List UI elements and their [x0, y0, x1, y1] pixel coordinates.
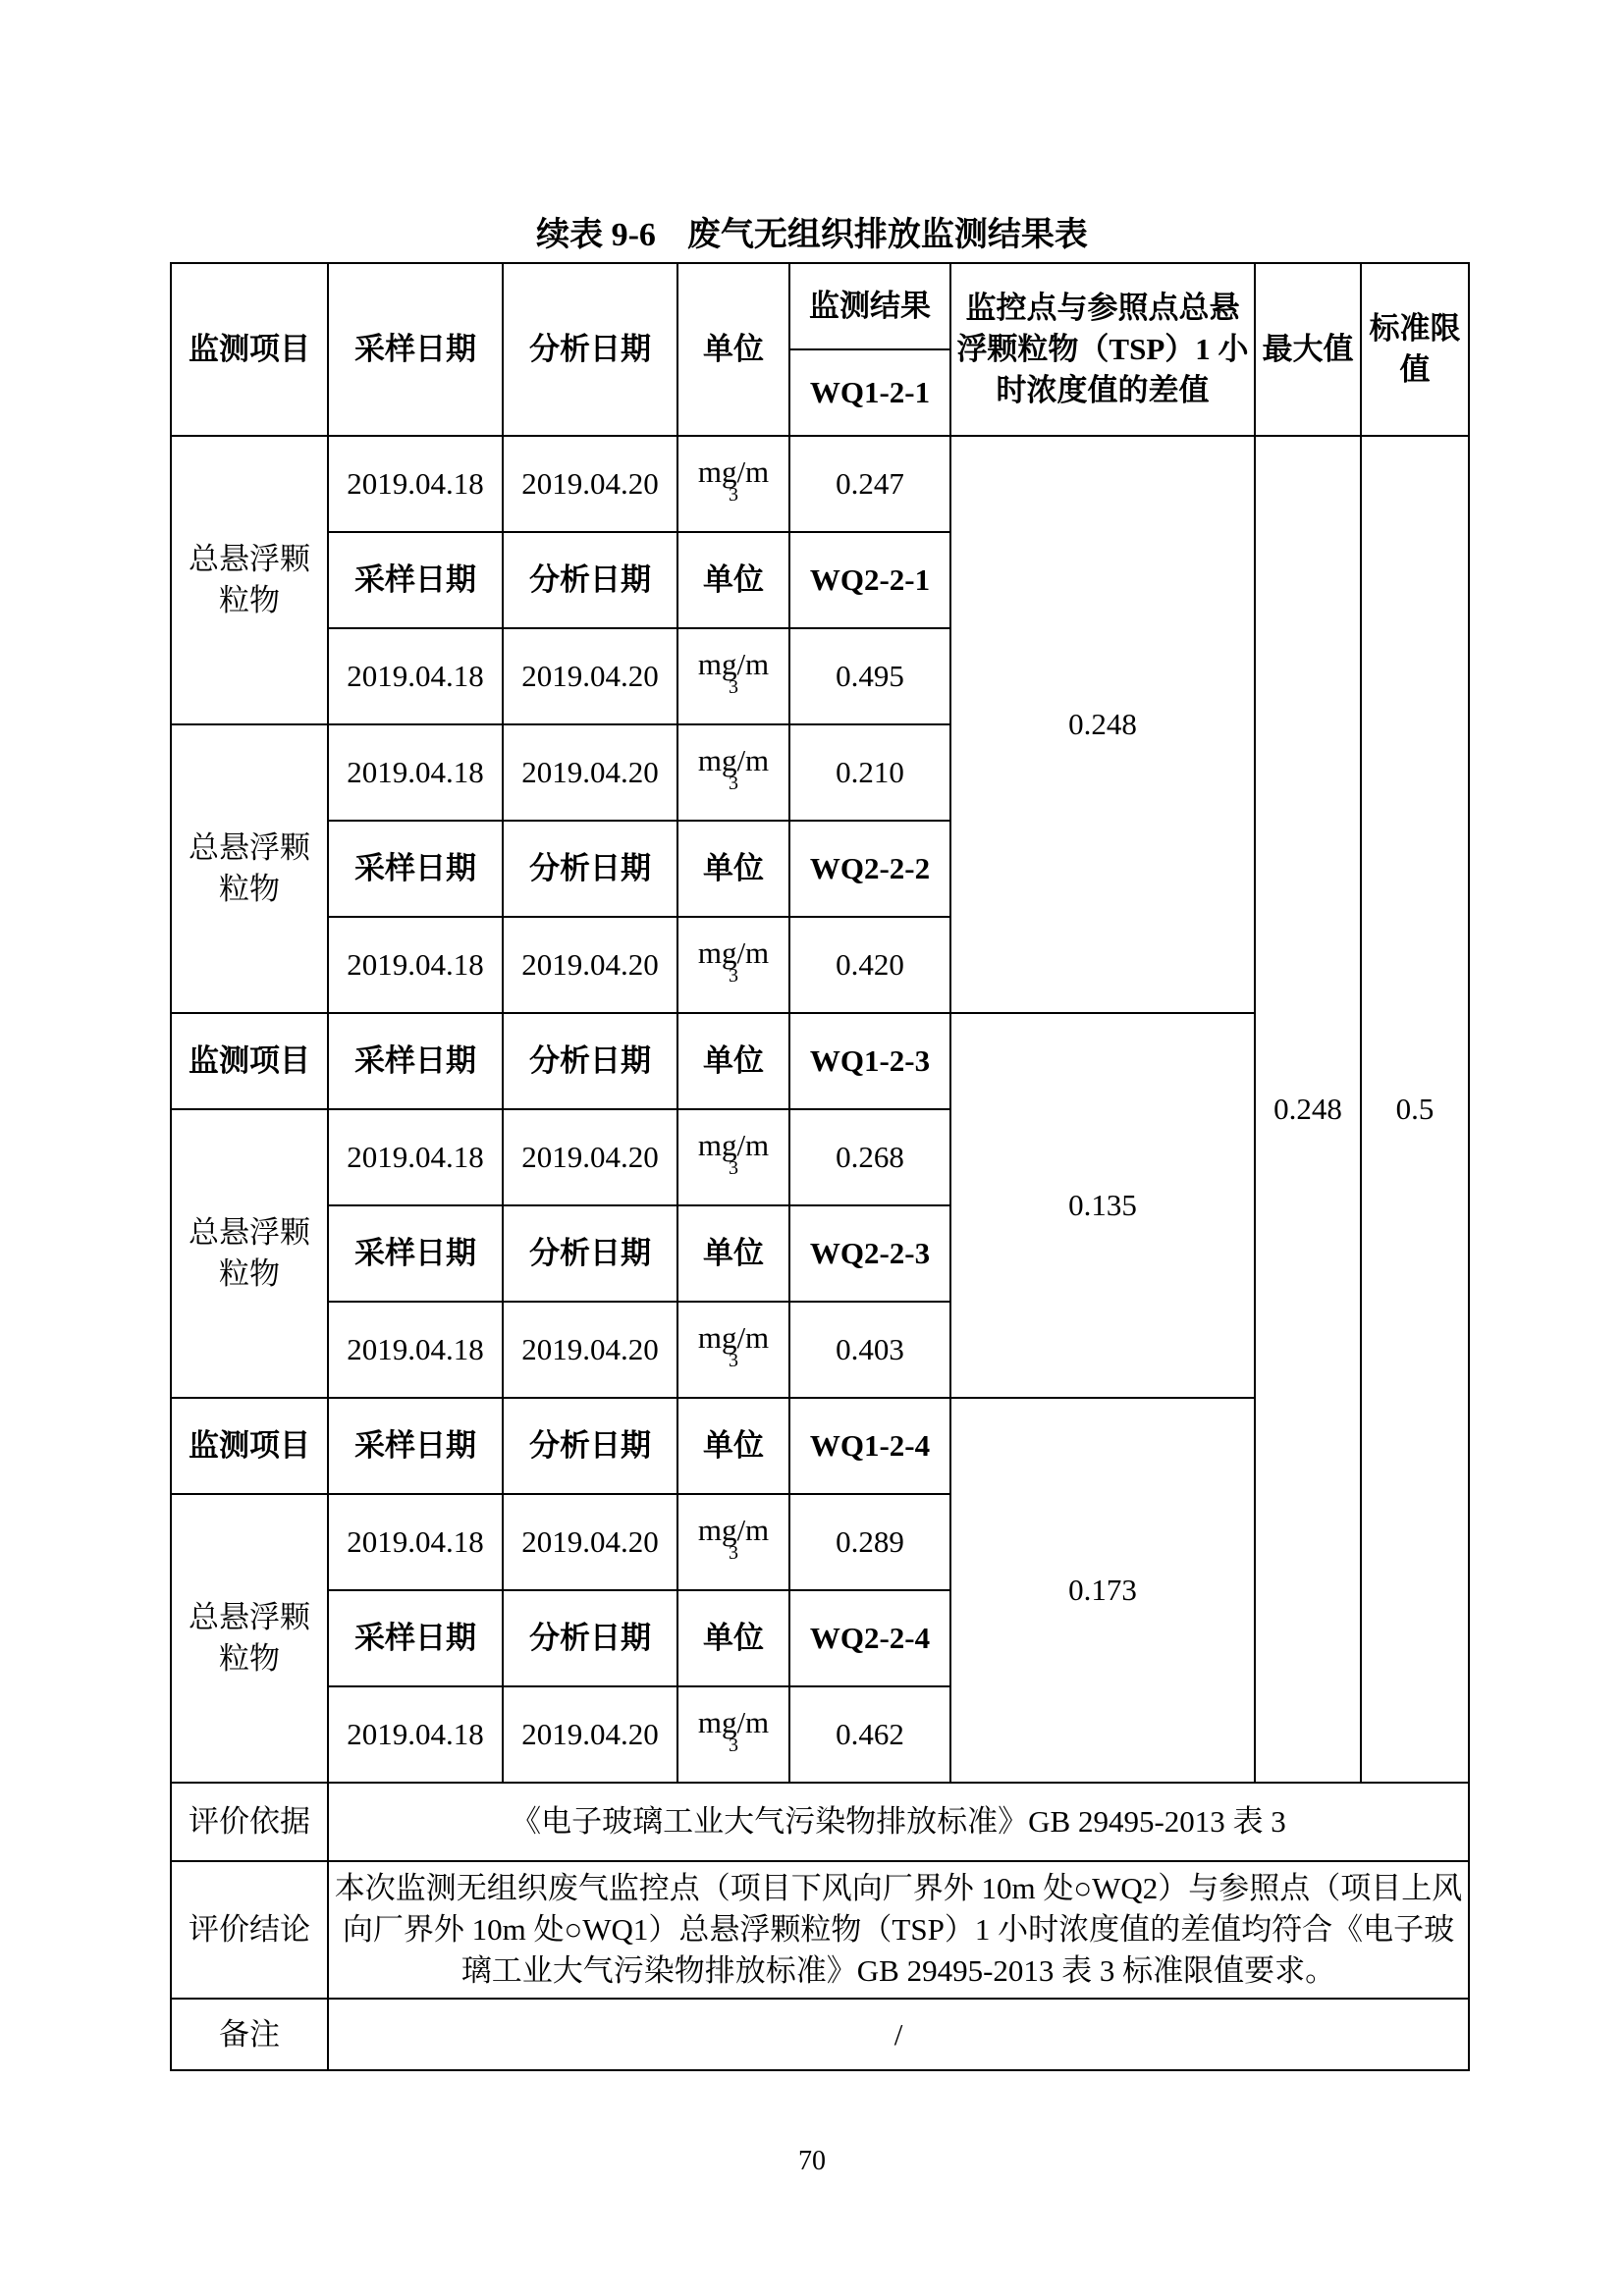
label-sample-date: 采样日期 [328, 1398, 503, 1494]
header-analysis-date: 分析日期 [503, 263, 677, 436]
unit-main: mg/m [697, 454, 770, 489]
unit [677, 628, 789, 724]
label-sample-date: 采样日期 [328, 821, 503, 917]
evaluation-conclusion: 本次监测无组织废气监控点（项目下风向厂界外 10m 处○WQ2）与参照点（项目上风向厂界外 10m 处○WQ1）总悬浮颗粒物（TSP）1 小时浓度值的差值均符合《电子玻璃工业大气污染物排放标准》GB 29495-2013 表 3 标准限值要求。 [328, 1861, 1469, 1999]
sample-date: 2019.04.18 [328, 724, 503, 821]
label-analysis-date: 分析日期 [503, 821, 677, 917]
analysis-date: 2019.04.20 [503, 1494, 677, 1590]
sample-date: 2019.04.18 [328, 1302, 503, 1398]
unit [677, 1109, 789, 1205]
unit-main: mg/m [697, 742, 770, 777]
analysis-date: 2019.04.20 [503, 1302, 677, 1398]
analysis-date: 2019.04.20 [503, 724, 677, 821]
label-monitor-item: 监测项目 [171, 1398, 328, 1494]
diff-value: 0.248 [950, 436, 1255, 1013]
result-value: 0.420 [789, 917, 950, 1013]
label-unit: 单位 [677, 532, 789, 628]
item-name: 总悬浮颗粒物 [171, 724, 328, 1013]
unit-main: mg/m [697, 934, 770, 970]
header-limit: 标准限值 [1361, 263, 1469, 436]
unit-sub: 3 [729, 675, 738, 698]
label-unit: 单位 [677, 1205, 789, 1302]
max-value: 0.248 [1255, 436, 1361, 1783]
analysis-date: 2019.04.20 [503, 1109, 677, 1205]
unit-main: mg/m [697, 646, 770, 681]
point-label: WQ2-2-2 [789, 821, 950, 917]
table-number: 续表 9-6 [536, 217, 656, 253]
evaluation-basis: 《电子玻璃工业大气污染物排放标准》GB 29495-2013 表 3 [328, 1783, 1469, 1861]
unit [677, 1686, 789, 1783]
result-value: 0.462 [789, 1686, 950, 1783]
sample-date: 2019.04.18 [328, 917, 503, 1013]
unit [677, 1302, 789, 1398]
unit-sub: 3 [729, 964, 738, 987]
unit-sub: 3 [729, 772, 738, 794]
unit-sub: 3 [729, 1734, 738, 1756]
analysis-date: 2019.04.20 [503, 436, 677, 532]
header-diff: 监控点与参照点总悬浮颗粒物（TSP）1 小时浓度值的差值 [950, 263, 1255, 436]
label-unit: 单位 [677, 1013, 789, 1109]
result-value: 0.210 [789, 724, 950, 821]
unit-sub: 3 [729, 1541, 738, 1564]
sample-date: 2019.04.18 [328, 1109, 503, 1205]
header-sample-date: 采样日期 [328, 263, 503, 436]
header-max: 最大值 [1255, 263, 1361, 436]
label-sample-date: 采样日期 [328, 1205, 503, 1302]
page-number: 70 [798, 2146, 826, 2176]
label-sample-date: 采样日期 [328, 532, 503, 628]
header-point: WQ1-2-1 [789, 349, 950, 436]
result-value: 0.289 [789, 1494, 950, 1590]
unit-main: mg/m [697, 1704, 770, 1739]
sample-date: 2019.04.18 [328, 1686, 503, 1783]
sample-date: 2019.04.18 [328, 1494, 503, 1590]
unit-sub: 3 [729, 1349, 738, 1371]
label-analysis-date: 分析日期 [503, 532, 677, 628]
item-name: 总悬浮颗粒物 [171, 436, 328, 724]
label-analysis-date: 分析日期 [503, 1398, 677, 1494]
evaluation-basis-label: 评价依据 [171, 1783, 328, 1861]
sample-date: 2019.04.18 [328, 436, 503, 532]
diff-value: 0.173 [950, 1398, 1255, 1783]
result-value: 0.268 [789, 1109, 950, 1205]
sample-date: 2019.04.18 [328, 628, 503, 724]
label-sample-date: 采样日期 [328, 1013, 503, 1109]
unit [677, 436, 789, 532]
label-analysis-date: 分析日期 [503, 1205, 677, 1302]
unit-main: mg/m [697, 1127, 770, 1162]
unit [677, 724, 789, 821]
label-analysis-date: 分析日期 [503, 1590, 677, 1686]
header-unit: 单位 [677, 263, 789, 436]
label-sample-date: 采样日期 [328, 1590, 503, 1686]
label-unit: 单位 [677, 1398, 789, 1494]
unit-sub: 3 [729, 1156, 738, 1179]
remarks-label: 备注 [171, 1999, 328, 2070]
result-value: 0.403 [789, 1302, 950, 1398]
remarks: / [328, 1999, 1469, 2070]
unit-main: mg/m [697, 1319, 770, 1355]
label-unit: 单位 [677, 1590, 789, 1686]
point-label: WQ2-2-3 [789, 1205, 950, 1302]
point-label: WQ2-2-1 [789, 532, 950, 628]
label-monitor-item: 监测项目 [171, 1013, 328, 1109]
analysis-date: 2019.04.20 [503, 917, 677, 1013]
unit-main: mg/m [697, 1512, 770, 1547]
unit [677, 917, 789, 1013]
evaluation-conclusion-label: 评价结论 [171, 1861, 328, 1999]
item-name: 总悬浮颗粒物 [171, 1109, 328, 1398]
table-name: 废气无组织排放监测结果表 [686, 217, 1088, 253]
header-item: 监测项目 [171, 263, 328, 436]
monitoring-results-table [170, 262, 1470, 2071]
label-unit: 单位 [677, 821, 789, 917]
item-name: 总悬浮颗粒物 [171, 1494, 328, 1783]
analysis-date: 2019.04.20 [503, 1686, 677, 1783]
analysis-date: 2019.04.20 [503, 628, 677, 724]
point-label: WQ2-2-4 [789, 1590, 950, 1686]
table-title [0, 210, 1624, 261]
unit-sub: 3 [729, 483, 738, 506]
label-analysis-date: 分析日期 [503, 1013, 677, 1109]
unit [677, 1494, 789, 1590]
header-result: 监测结果 [789, 263, 950, 349]
result-value: 0.495 [789, 628, 950, 724]
point-label: WQ1-2-3 [789, 1013, 950, 1109]
result-value: 0.247 [789, 436, 950, 532]
diff-value: 0.135 [950, 1013, 1255, 1398]
limit-value: 0.5 [1361, 436, 1469, 1783]
point-label: WQ1-2-4 [789, 1398, 950, 1494]
